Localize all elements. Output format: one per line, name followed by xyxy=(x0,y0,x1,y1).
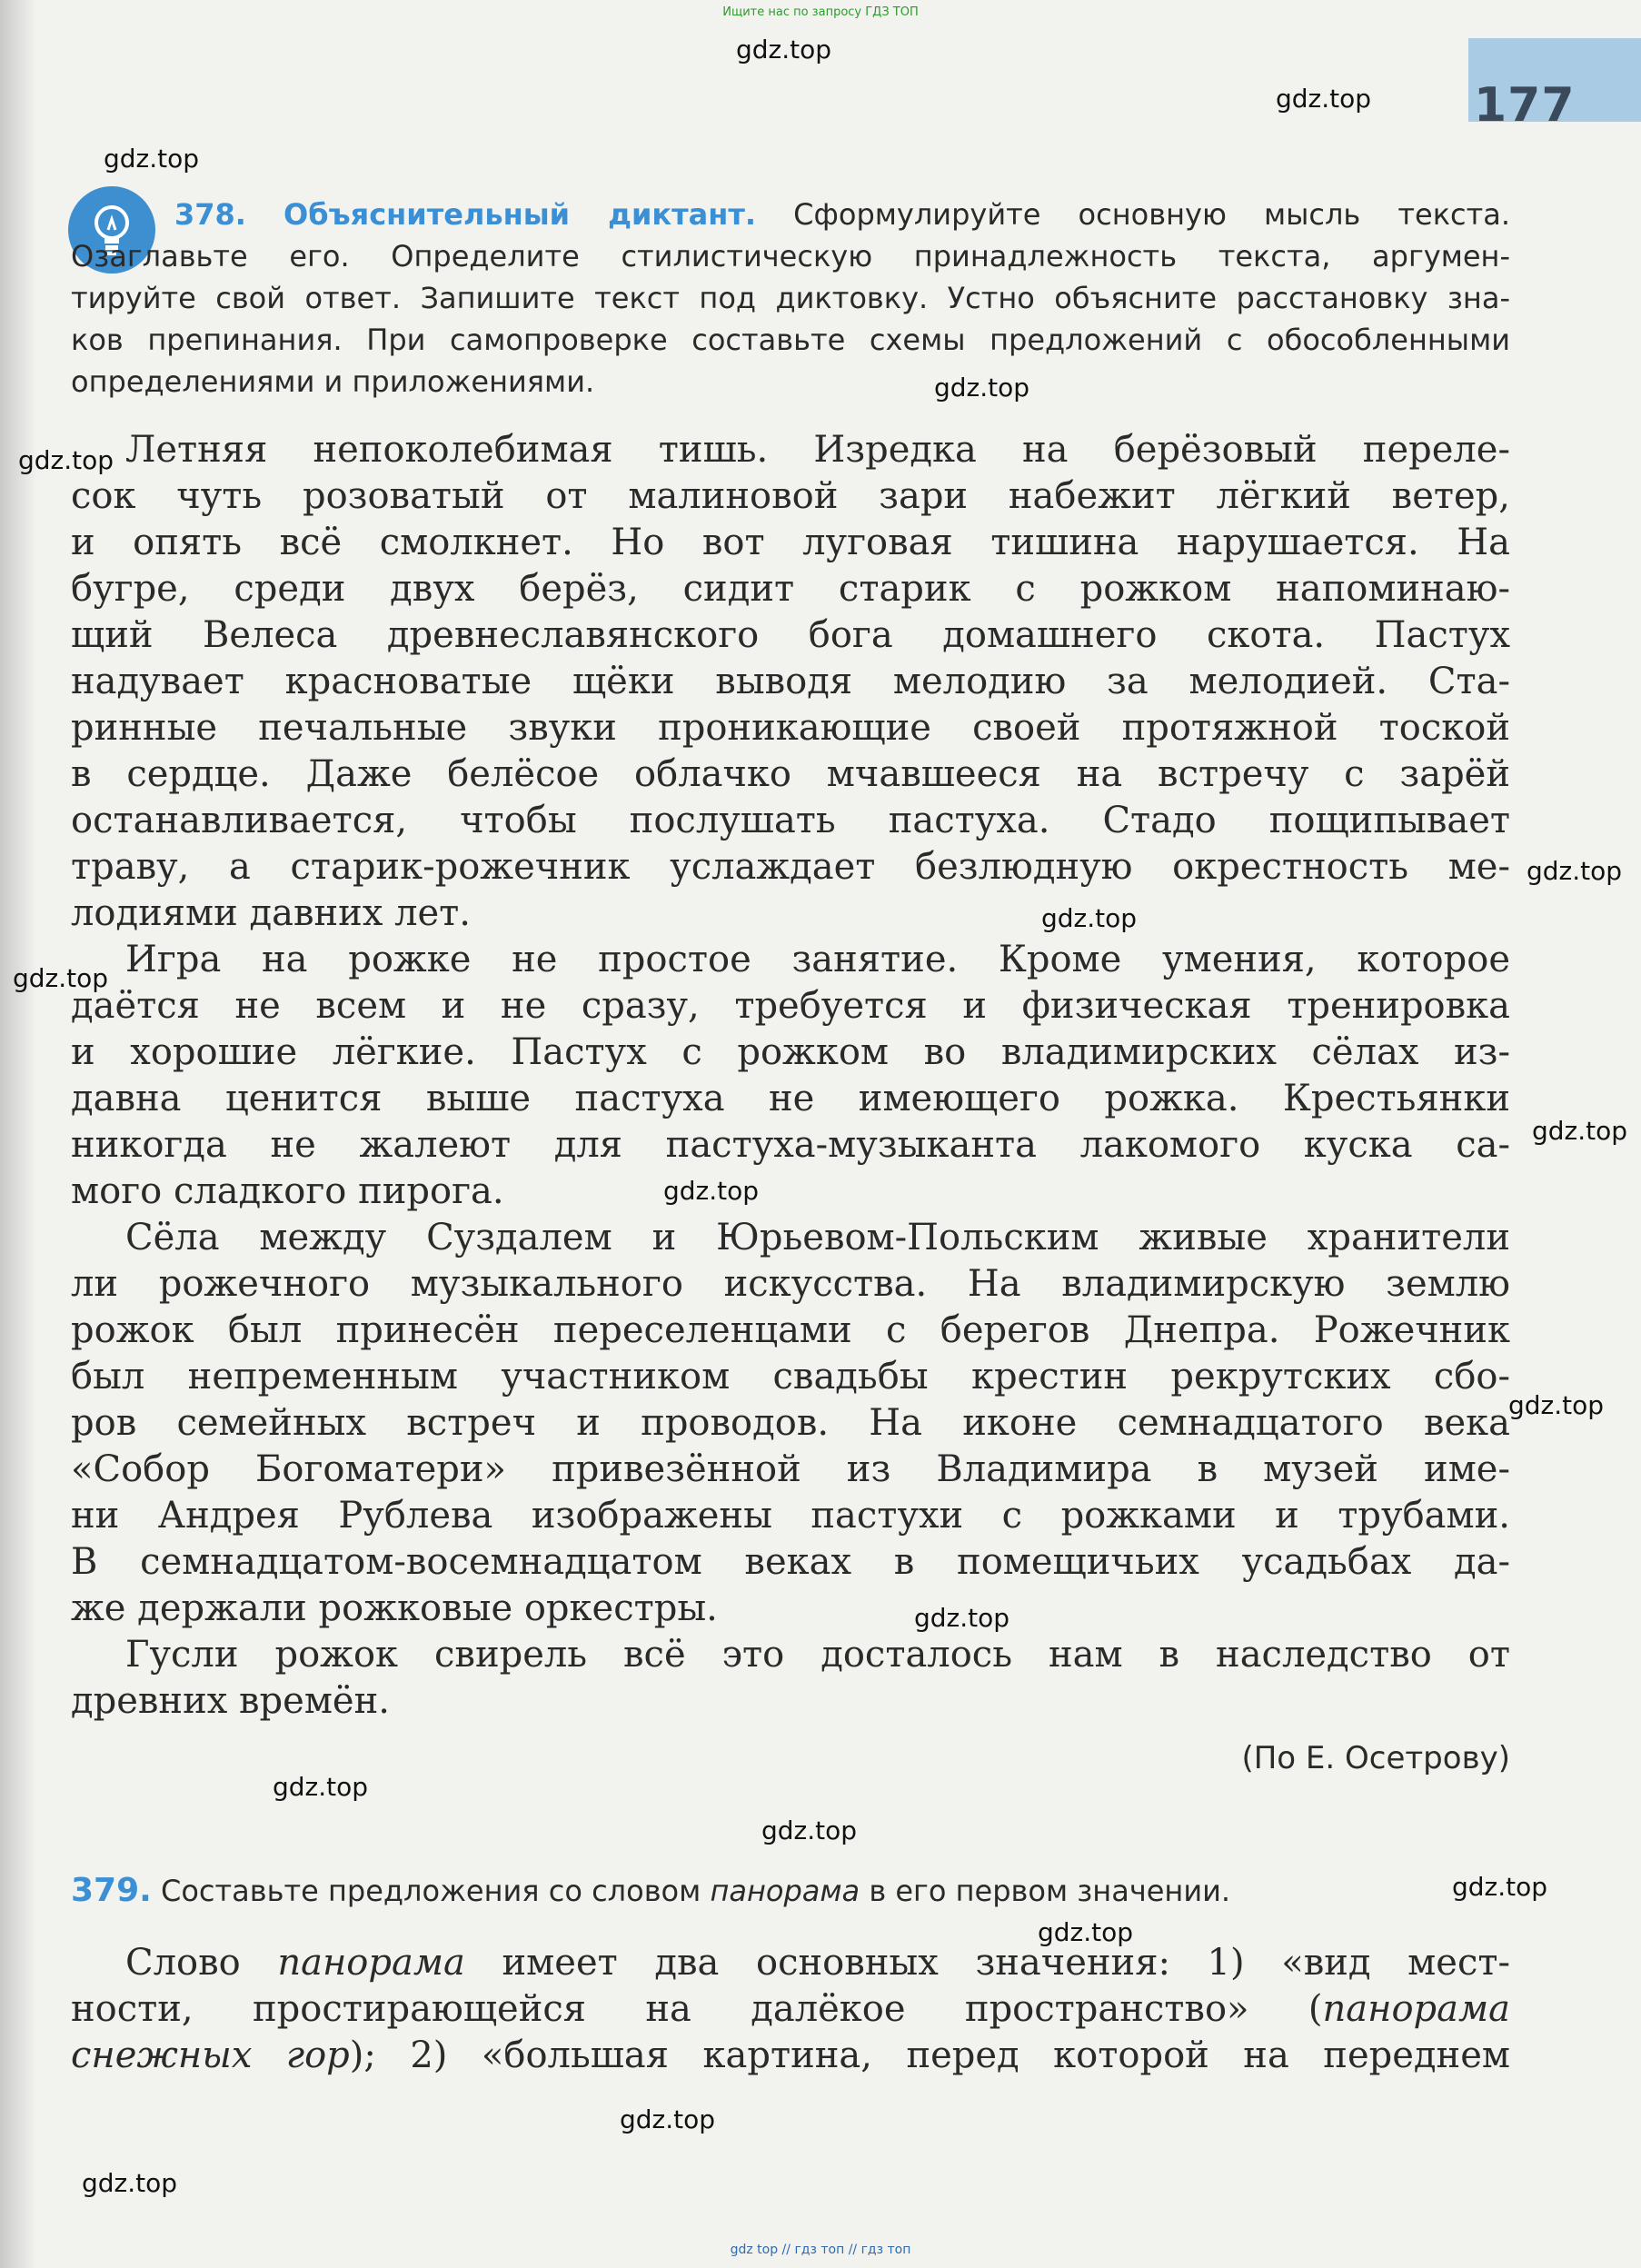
text-line: мого сладкого пирога. xyxy=(71,1170,504,1212)
text-run: Слово xyxy=(125,1942,278,1984)
text-line: «Собор Богоматери» привезённой из Владимира в музей име- xyxy=(71,1448,1510,1490)
text-line: в сердце. Даже белёсое облачко мчавшееся на встречу с зарёй xyxy=(71,753,1510,795)
text-run: имеет два основных значения: 1) «вид мест- xyxy=(464,1942,1510,1984)
paragraph-3 xyxy=(71,1215,1510,1632)
paragraph-1 xyxy=(71,427,1510,937)
watermark: gdz.top xyxy=(663,1176,760,1206)
text-line: сок чуть розоватый от малиновой зари набежит лёгкий ветер, xyxy=(71,475,1510,517)
text-line: ринные печальные звуки проникающие своей протяжной тоской xyxy=(71,707,1510,749)
watermark: gdz.top xyxy=(761,1815,858,1845)
watermark: gdz.top xyxy=(82,2168,178,2198)
text-line: бугре, среди двух берёз, сидит старик с рожком напоминаю- xyxy=(71,568,1510,610)
task-number: 378. xyxy=(174,197,246,232)
text-line: лодиями давних лет. xyxy=(71,892,472,934)
task-text: Озаглавьте его. Определите стилистическую принадлежность текста, аргумен- xyxy=(71,239,1510,274)
text-line: Игра на рожке не простое занятие. Кроме умения, которое xyxy=(125,939,1510,980)
task-text: в его первом значении. xyxy=(860,1874,1231,1908)
watermark: gdz.top xyxy=(1508,1390,1605,1420)
text-line: В семнадцатом-восемнадцатом веках в помещичьих усадьбах да- xyxy=(71,1541,1510,1583)
task-number: 379. xyxy=(71,1872,152,1909)
watermark: gdz.top xyxy=(1276,84,1372,114)
text-line: надувает красноватые щёки выводя мелодию за мелодией. Ста- xyxy=(71,661,1510,702)
text-line: щий Велеса древнеславянского бога домашнего скота. Пастух xyxy=(71,614,1510,656)
text-line: Гусли рожок свирель всё это досталось нам в наследство от xyxy=(125,1634,1510,1676)
task-text: Составьте предложения со словом xyxy=(161,1874,711,1908)
text-line: ни Андрея Рублева изображены пастухи с рожками и трубами. xyxy=(71,1495,1510,1537)
text-line xyxy=(71,2033,1510,2079)
text-line: Летняя непоколебимая тишь. Изредка на берёзовый переле- xyxy=(125,429,1510,471)
author-attribution: (По Е. Осетрову) xyxy=(1241,1740,1510,1776)
watermark: gdz.top xyxy=(18,445,114,475)
task-text: Сформулируйте основную мысль текста. xyxy=(793,197,1511,232)
task-378-instructions-cont xyxy=(71,235,1510,403)
task-378-instructions xyxy=(174,194,1510,235)
page-edge-shadow xyxy=(0,0,36,2268)
task-text: определениями и приложениями. xyxy=(71,364,595,399)
watermark: gdz.top xyxy=(934,373,1030,403)
paragraph-4 xyxy=(71,1632,1510,1725)
text-line: никогда не жалеют для пастуха-музыканта лакомого куска са- xyxy=(71,1124,1510,1166)
text-run-italic: панорама xyxy=(1322,1988,1510,2030)
watermark: gdz.top xyxy=(1452,1872,1548,1902)
task-379-instructions xyxy=(71,1872,1230,1909)
watermark: gdz.top xyxy=(914,1603,1010,1633)
watermark: gdz.top xyxy=(1532,1116,1628,1146)
page-number: 177 xyxy=(1474,78,1576,133)
text-line: останавливается, чтобы послушать пастуха. Стадо пощипывает xyxy=(71,800,1510,841)
text-line: траву, а старик-рожечник услаждает безлюдную окрестность ме- xyxy=(71,846,1510,888)
task-text: тируйте свой ответ. Запишите текст под диктовку. Устно объясните расстановку зна- xyxy=(71,281,1510,315)
text-line: ли рожечного музыкального искусства. На владимирскую землю xyxy=(71,1263,1510,1305)
page-number-tab xyxy=(1468,38,1641,133)
watermark: gdz.top xyxy=(620,2104,716,2134)
text-run: ); 2) «большая картина, перед которой на переднем xyxy=(349,2034,1510,2076)
text-line: древних времён. xyxy=(71,1680,390,1722)
text-line: давна ценится выше пастуха не имеющего рожка. Крестьянки xyxy=(71,1078,1510,1119)
text-line: Сёла между Суздалем и Юрьевом-Польским живые хранители xyxy=(125,1217,1510,1258)
watermark: gdz.top xyxy=(736,35,832,65)
text-line: же держали рожковые оркестры. xyxy=(71,1587,718,1629)
text-line xyxy=(71,1986,1510,2033)
watermark: gdz.top xyxy=(1038,1917,1134,1947)
task-text: ков препинания. При самопроверке составьте схемы предложений с обособленными xyxy=(71,323,1510,357)
top-banner[interactable]: Ищите нас по запросу ГДЗ ТОП xyxy=(722,5,919,19)
watermark: gdz.top xyxy=(273,1772,369,1802)
text-line: даётся не всем и не сразу, требуется и физическая тренировка xyxy=(71,985,1510,1027)
task-italic-word: панорама xyxy=(710,1874,860,1908)
task-title: Объяснительный диктант. xyxy=(283,197,757,232)
watermark: gdz.top xyxy=(1527,856,1623,886)
text-run: ности, простирающейся на далёкое пространство» ( xyxy=(71,1988,1323,2030)
text-line: и хорошие лёгкие. Пастух с рожком во владимирских сёлах из- xyxy=(71,1031,1510,1073)
text-run-italic: панорама xyxy=(277,1942,465,1984)
paragraph-2 xyxy=(71,937,1510,1215)
dictation-text xyxy=(71,427,1510,1725)
text-line xyxy=(71,1940,1510,1986)
watermark: gdz.top xyxy=(1041,903,1138,933)
text-line: рожок был принесён переселенцами с берегов Днепра. Рожечник xyxy=(71,1309,1510,1351)
bottom-banner[interactable]: gdz top // гдз топ // гдз топ xyxy=(730,2243,911,2257)
watermark: gdz.top xyxy=(13,963,109,993)
text-line: ров семейных встреч и проводов. На иконе семнадцатого века xyxy=(71,1402,1510,1444)
watermark: gdz.top xyxy=(104,144,200,174)
text-line: был непременным участником свадьбы крестин рекрутских сбо- xyxy=(71,1356,1510,1398)
answer-text xyxy=(71,1940,1510,2079)
text-line: и опять всё смолкнет. Но вот луговая тишина нарушается. На xyxy=(71,522,1510,563)
text-run-italic: снежных гор xyxy=(71,2034,350,2076)
